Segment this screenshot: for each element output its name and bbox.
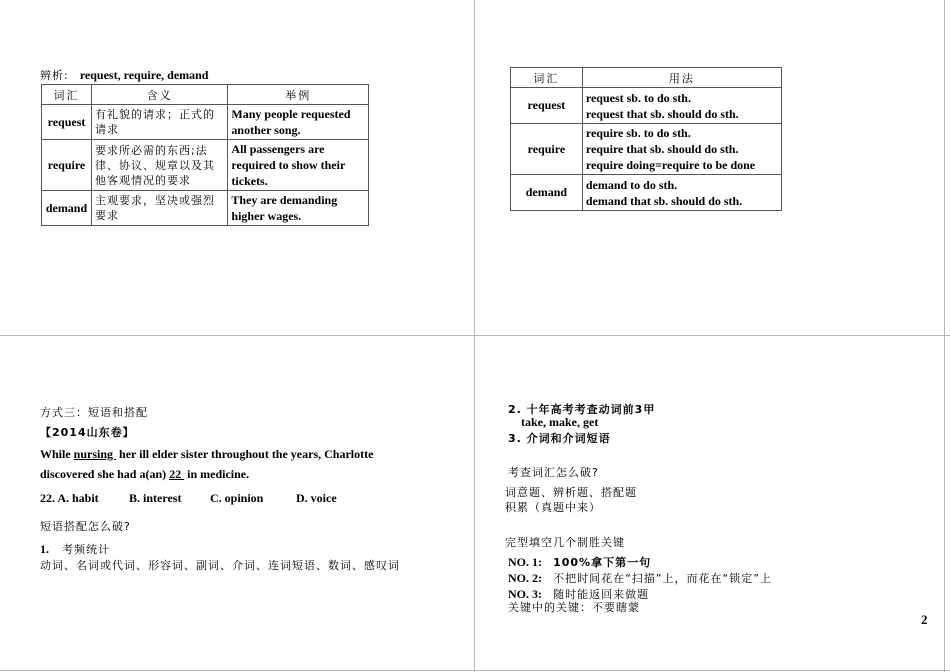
page-number: 2 — [921, 612, 928, 627]
usage-line: require that sb. should do sth. — [585, 142, 739, 156]
blank-22: 22 — [169, 467, 185, 481]
usage-line: request that sb. should do sth. — [585, 106, 739, 121]
example-cell: Many people requested another song. — [228, 105, 369, 140]
option-c: C. opinion — [210, 491, 264, 505]
sentence-text: in medicine. — [184, 467, 250, 481]
word-cell: request — [511, 88, 583, 124]
word-cell: demand — [42, 191, 92, 226]
q1-heading-cn: 辨析: — [40, 69, 69, 82]
q4-answer-2: 积累（真题中来） — [505, 501, 601, 514]
q3-title: 方式三：短语和搭配 — [40, 406, 148, 419]
table-row — [511, 175, 782, 211]
header-usage: 用法 — [582, 68, 781, 88]
usage-cell — [582, 88, 781, 124]
vertical-divider — [474, 0, 475, 672]
option-a: 22. A. habit — [40, 491, 99, 505]
option-d: D. voice — [296, 491, 337, 505]
table-row — [511, 124, 782, 175]
sentence-text: discovered she had a(an) — [40, 467, 170, 481]
example-cell: All passengers are required to show their tickets. — [228, 140, 369, 191]
point-number: 1. — [40, 542, 49, 556]
q4-answer-1: 词意题、辨析题、搭配题 — [505, 486, 637, 499]
key-text: 随时能返回来做题 — [553, 588, 650, 601]
line-text: 2. 十年高考考查动词前3甲 — [508, 403, 656, 416]
q2-usage-table — [510, 67, 782, 211]
q3-source: 【2014山东卷】 — [40, 426, 135, 439]
q4-question: 考查词汇怎么破? — [508, 466, 599, 479]
horizontal-divider — [0, 335, 950, 336]
word-cell: require — [42, 140, 92, 191]
right-border — [944, 0, 945, 672]
key-label: NO. 2: — [508, 571, 542, 585]
key-text: 不把时间花在“扫描”上，而花在“锁定”上 — [553, 572, 772, 585]
meaning-cell: 主观要求，坚决或强烈要求 — [91, 191, 227, 226]
example-cell: They are demanding higher wages. — [228, 191, 369, 226]
q1-heading-en: request, require, demand — [79, 68, 209, 82]
key-text: 100%拿下第一句 — [553, 556, 652, 569]
header-word: 词汇 — [511, 68, 583, 88]
option-b: B. interest — [129, 491, 182, 505]
q3-point-1 — [40, 538, 110, 557]
q3-question: 短语搭配怎么破? — [40, 520, 131, 533]
key-label: NO. 1: — [508, 555, 542, 569]
sentence-text: her ill elder sister throughout the years, Charlotte — [116, 447, 374, 461]
table-row — [42, 140, 369, 191]
table-header-row — [42, 85, 369, 105]
usage-line: require doing=require to be done — [585, 158, 756, 172]
usage-cell — [582, 175, 781, 211]
table-row — [42, 105, 369, 140]
meaning-cell: 要求所必需的东西;法律、协议、规章以及其他客观情况的要求 — [91, 140, 227, 191]
q3-sentence-line-2 — [40, 467, 249, 482]
q4-keys-title: 完型填空几个制胜关键 — [505, 536, 625, 549]
word-cell: demand — [511, 175, 583, 211]
usage-line: require sb. to do sth. — [585, 126, 691, 140]
q4-line-2: take, make, get — [521, 415, 599, 429]
q3-point-1-detail: 动词、名词或代词、形容词、副词、介词、连词短语、数词、感叹词 — [40, 559, 400, 572]
header-word: 词汇 — [42, 85, 92, 105]
q3-sentence-line-1 — [40, 447, 373, 462]
q4-line-3: 3. 介词和介词短语 — [508, 432, 611, 445]
key-label: NO. 3: — [508, 587, 542, 601]
table-row — [42, 191, 369, 226]
q4-key-line: 关键中的关键：不要瞎蒙 — [508, 601, 640, 614]
usage-line: demand to do sth. — [585, 177, 678, 192]
bottom-border — [0, 670, 950, 671]
header-example: 举例 — [228, 85, 369, 105]
table-row — [511, 88, 782, 124]
sentence-text: While — [40, 447, 74, 461]
usage-line: request sb. to do sth. — [585, 90, 691, 105]
meaning-cell: 有礼貌的请求；正式的请求 — [91, 105, 227, 140]
table-header-row — [511, 68, 782, 88]
word-cell: require — [511, 124, 583, 175]
usage-cell — [582, 124, 781, 175]
blank-answer-nursing: nursing — [73, 447, 117, 461]
usage-line: demand that sb. should do sth. — [585, 193, 743, 208]
header-meaning: 含义 — [91, 85, 227, 105]
q1-heading — [40, 64, 208, 83]
q1-meaning-table — [41, 84, 369, 226]
point-text: 考频统计 — [62, 543, 111, 556]
word-cell: request — [42, 105, 92, 140]
